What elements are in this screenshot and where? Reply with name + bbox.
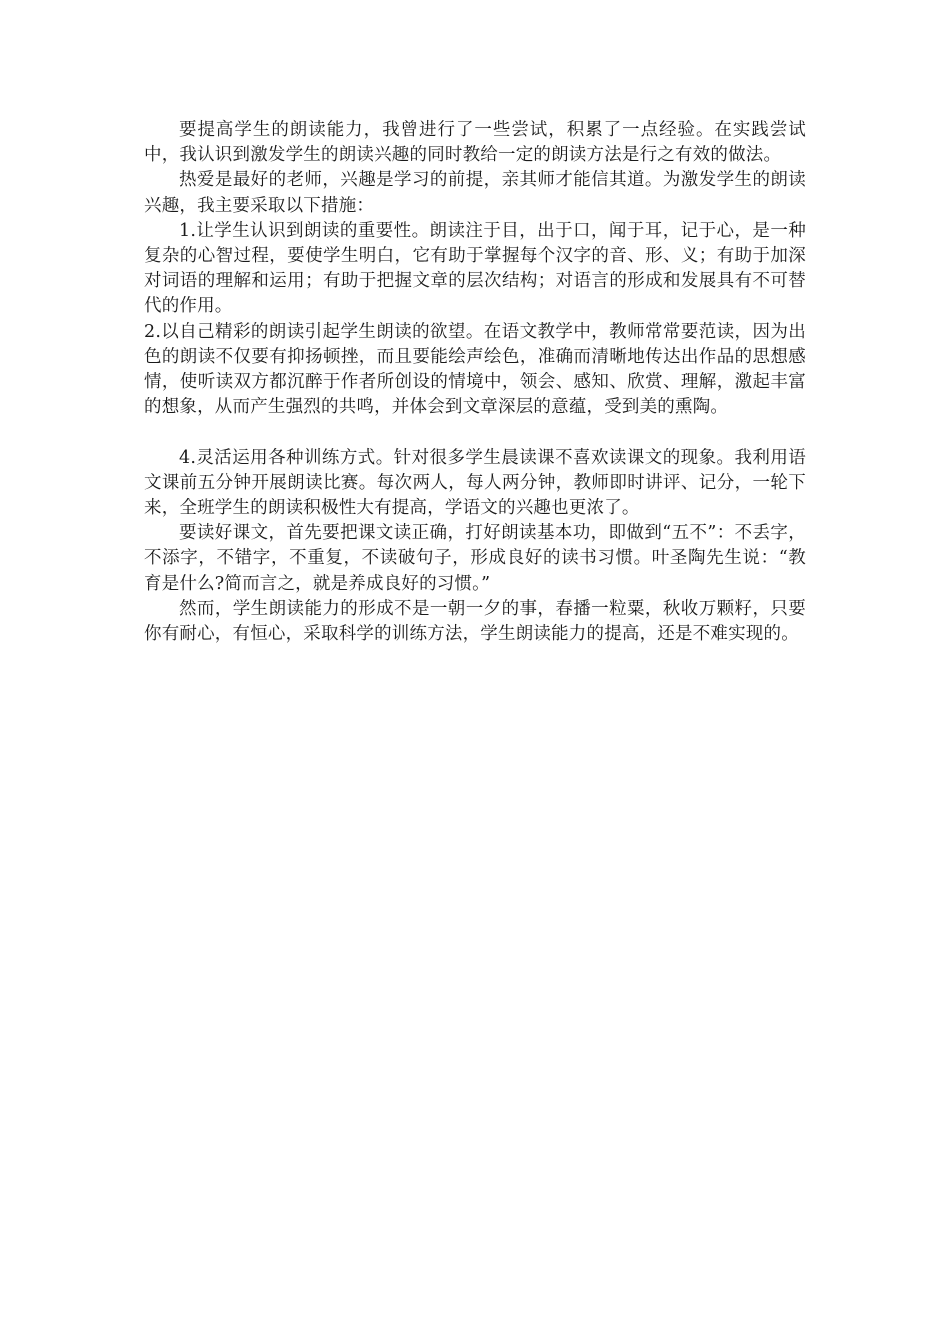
paragraph-point-2: 2.以自己精彩的朗读引起学生朗读的欲望。在语文教学中，教师常常要范读，因为出色的朗读不仅要有抑扬顿挫，而且要能绘声绘色，准确而清晰地传达出作品的思想感情，使听读双方都沉醉于作者所创设的情境中，领会、感知、欣赏、理解，激起丰富的想象，从而产生强烈的共鸣，并体会到文章深层的意蕴，受到美的熏陶。 — [144, 321, 806, 418]
blank-line — [144, 420, 806, 445]
paragraph-conclusion: 然而，学生朗读能力的形成不是一朝一夕的事，春播一粒粟，秋收万颗籽，只要你有耐心，有恒心，采取科学的训练方法，学生朗读能力的提高，还是不难实现的。 — [144, 598, 806, 645]
paragraph-interest: 热爱是最好的老师，兴趣是学习的前提，亲其师才能信其道。为激发学生的朗读兴趣，我主要采取以下措施： — [144, 170, 806, 216]
paragraph-reading-correctly: 要读好课文，首先要把课文读正确，打好朗读基本功，即做到“五不”：不丢字，不添字，不错字，不重复，不读破句子，形成良好的读书习惯。叶圣陶先生说：“教育是什么?简而言之，就是养成良好的习惯。” — [144, 523, 806, 594]
document-body — [144, 118, 806, 647]
paragraph-intro: 要提高学生的朗读能力，我曾进行了一些尝试，积累了一点经验。在实践尝试中，我认识到激发学生的朗读兴趣的同时教给一定的朗读方法是行之有效的做法。 — [144, 120, 806, 166]
paragraph-point-4: 4.灵活运用各种训练方式。针对很多学生晨读课不喜欢读课文的现象。我利用语文课前五分钟开展朗读比赛。每次两人，每人两分钟，教师即时讲评、记分，一轮下来，全班学生的朗读积极性大有提高，学语文的兴趣也更浓了。 — [144, 447, 806, 519]
paragraph-point-1: 1.让学生认识到朗读的重要性。朗读注于目，出于口，闻于耳，记于心，是一种复杂的心智过程，要使学生明白，它有助于掌握每个汉字的音、形、义；有助于加深对词语的理解和运用；有助于把握文章的层次结构；对语言的形成和发展具有不可替代的作用。 — [144, 220, 806, 317]
